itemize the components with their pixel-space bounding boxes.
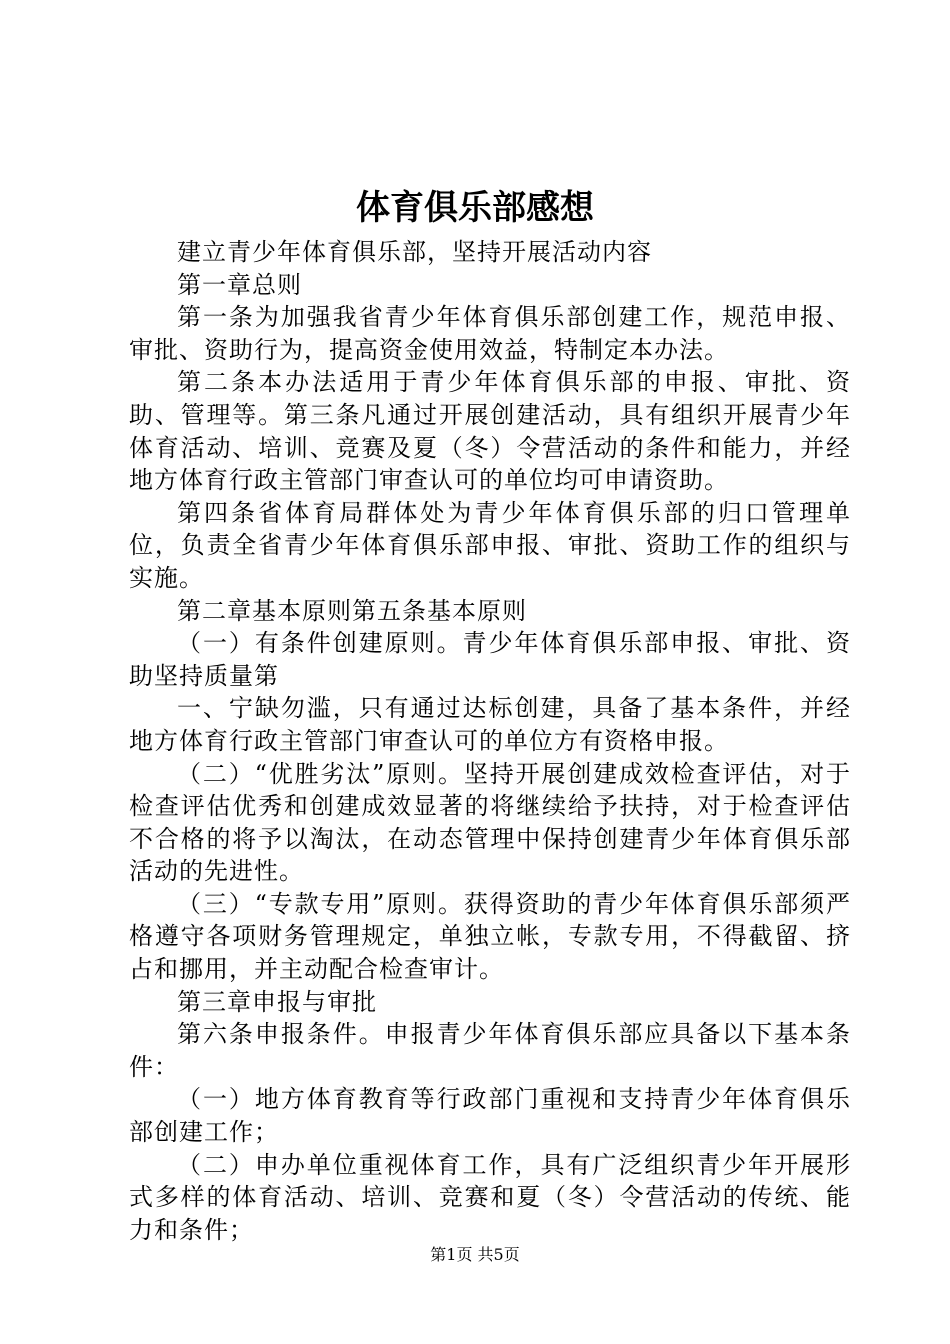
document-title: 体育俱乐部感想: [356, 188, 594, 228]
paragraph-article-4: 第四条省体育局群体处为青少年体育俱乐部的归口管理单位，负责全省青少年体育俱乐部申报、审批、资助工作的组织与实施。: [129, 498, 851, 592]
document-body: [129, 236, 851, 1246]
paragraph-intro: 建立青少年体育俱乐部，坚持开展活动内容: [177, 238, 652, 266]
page-number-footer: 第1页 共5页: [430, 1245, 520, 1264]
paragraph-article-6: 第六条申报条件。申报青少年体育俱乐部应具备以下基本条件：: [129, 1020, 851, 1081]
paragraph-principle-1: （一）有条件创建原则。青少年体育俱乐部申报、审批、资助坚持质量第: [129, 629, 851, 690]
paragraph-article-2-3: 第二条本办法适用于青少年体育俱乐部的申报、审批、资助、管理等。第三条凡通过开展创建活动，具有组织开展青少年体育活动、培训、竞赛及夏（冬）令营活动的条件和能力，并经地方体育行政主管部门审查认可的单位均可申请资助。: [129, 368, 851, 495]
paragraph-principle-2: （二）“优胜劣汰”原则。坚持开展创建成效检查评估，对于检查评估优秀和创建成效显著的将继续给予扶持，对于检查评估不合格的将予以淘汰，在动态管理中保持创建青少年体育俱乐部活动的先进性。: [129, 759, 851, 886]
paragraph-chapter-3-heading: 第三章申报与审批: [177, 987, 377, 1016]
paragraph-condition-2: （二）申办单位重视体育工作，具有广泛组织青少年开展形式多样的体育活动、培训、竞赛和夏（冬）令营活动的传统、能力和条件；: [129, 1150, 851, 1244]
paragraph-condition-1: （一）地方体育教育等行政部门重视和支持青少年体育俱乐部创建工作；: [129, 1085, 851, 1147]
paragraph-principle-1-cont: 一、宁缺勿滥，只有通过达标创建，具备了基本条件，并经地方体育行政主管部门审查认可的单位方有资格申报。: [129, 694, 851, 755]
paragraph-principle-3: （三）“专款专用”原则。获得资助的青少年体育俱乐部须严格遵守各项财务管理规定，单独立帐，专款专用，不得截留、挤占和挪用，并主动配合检查审计。: [129, 889, 851, 984]
paragraph-article-1: 第一条为加强我省青少年体育俱乐部创建工作，规范申报、审批、资助行为，提高资金使用效益，特制定本办法。: [129, 303, 851, 364]
paragraph-chapter-2-heading: 第二章基本原则第五条基本原则: [177, 596, 527, 625]
paragraph-chapter-1-heading: 第一章总则: [177, 270, 302, 299]
